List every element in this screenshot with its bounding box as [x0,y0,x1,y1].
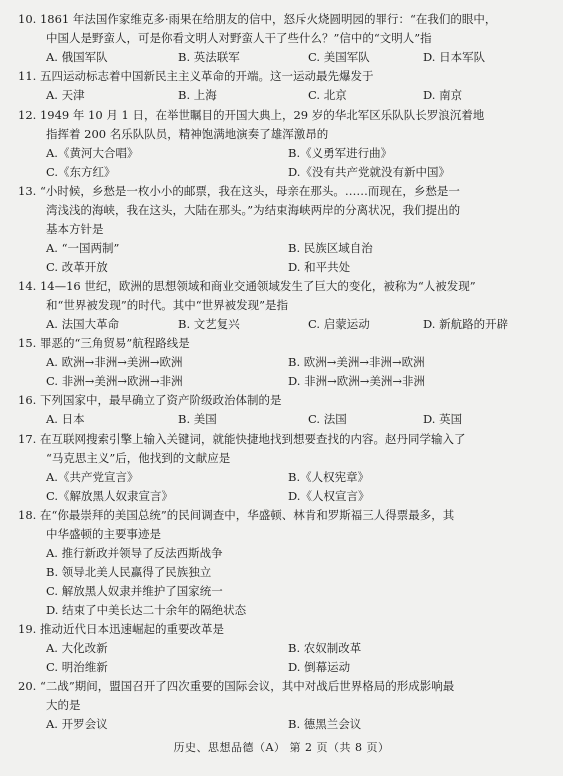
question-17 [18,430,550,506]
options-row [18,410,550,429]
option-a: A. 开罗会议 [46,717,108,731]
option-c: C.《东方红》 [46,165,116,179]
question-text: 19. 推动近代日本迅速崛起的重要改革是 [18,622,224,636]
option-d: D. 新航路的开辟 [423,317,509,331]
question-13 [18,182,550,277]
option-b: B. 美国 [178,412,217,426]
option-d: D. 南京 [423,88,463,102]
options-row [18,639,550,658]
question-text: 中国人是野蛮人，可是你看文明人对野蛮人干了些什么？”信中的“文明人”指 [46,31,432,45]
question-text: 16. 下列国家中，最早确立了资产阶级政治体制的是 [18,393,282,407]
question-text: 17. 在互联网搜索引擎上输入关键词，就能快捷地找到想要查找的内容。赵丹同学输入了 [18,432,466,446]
options-row [18,715,550,734]
option-c: C. 北京 [308,88,347,102]
question-text: “马克思主义”后，他找到的文献应是 [46,451,231,465]
option-d: D. 倒幕运动 [288,660,351,674]
option-c: C.《解放黑人奴隶宣言》 [46,489,174,503]
option-d: D. 日本军队 [423,50,486,64]
option-d: D. 非洲→欧洲→美洲→非洲 [288,374,426,388]
question-20 [18,677,550,734]
question-text: 大的是 [46,698,81,712]
option-d: D.《人权宣言》 [288,489,370,503]
option-b: B. 上海 [178,88,217,102]
option-a: A. 大化改新 [46,641,108,655]
question-text: 20. “二战”期间，盟国召开了四次重要的国际会议，其中对战后世界格局的形成影响最 [18,679,455,693]
option-b: B. 欧洲→美洲→非洲→欧洲 [288,355,425,369]
question-11 [18,67,550,105]
option-b: B. 领导北美人民赢得了民族独立 [46,565,212,579]
question-18 [18,506,550,620]
option-a: A. 欧洲→非洲→美洲→欧洲 [46,355,183,369]
question-text: 14. 14—16 世纪，欧洲的思想领域和商业交通领域发生了巨大的变化，被称为“人被发现” [18,279,476,293]
option-b: B.《义勇军进行曲》 [288,146,393,160]
question-text: 12. 1949 年 10 月 1 日，在举世瞩目的开国大典上，29 岁的华北军区乐队队长罗浪沉着地 [18,108,485,122]
question-15 [18,334,550,391]
options-row [18,372,550,391]
options-row [18,468,550,487]
question-text: 13. “小时候，乡愁是一枚小小的邮票，我在这头，母亲在那头。……而现在，乡愁是一 [18,184,460,198]
options-row [18,48,550,67]
option-b: B. 英法联军 [178,50,240,64]
option-a: A.《共产党宣言》 [46,470,139,484]
options-row [18,487,550,506]
option-a: A. 法国大革命 [46,317,120,331]
options-row [18,239,550,258]
question-10 [18,10,550,67]
option-c: C. 非洲→美洲→欧洲→非洲 [46,374,183,388]
question-12 [18,106,550,182]
option-d: D.《没有共产党就没有新中国》 [288,165,450,179]
option-b: B. 文艺复兴 [178,317,240,331]
question-text: 11. 五四运动标志着中国新民主主义革命的开端。这一运动最先爆发于 [18,69,374,83]
option-b: B. 德黑兰会议 [288,717,362,731]
question-text: 中华盛顿的主要事迹是 [46,527,161,541]
option-c: C. 法国 [308,412,347,426]
option-c: C. 明治维新 [46,660,108,674]
question-16 [18,391,550,429]
option-c: C. 改革开放 [46,260,108,274]
option-b: B.《人权宪章》 [288,470,370,484]
option-a: A. 俄国军队 [46,50,108,64]
option-a: A. 推行新政并领导了反法西斯战争 [46,546,223,560]
option-b: B. 民族区域自治 [288,241,373,255]
page-footer: 历史、思想品德（A） 第 2 页（共 8 页） [173,741,390,754]
question-text: 15. 罪恶的“三角贸易”航程路线是 [18,336,190,350]
option-c: C. 解放黑人奴隶并维护了国家统一 [46,584,223,598]
options-row [18,658,550,677]
option-b: B. 农奴制改革 [288,641,362,655]
option-d: D. 和平共处 [288,260,351,274]
option-d: D. 结束了中美长达二十余年的隔绝状态 [46,603,247,617]
option-a: A.《黄河大合唱》 [46,146,139,160]
question-19 [18,620,550,677]
question-text: 18. 在“你最崇拜的美国总统”的民间调查中，华盛顿、林肯和罗斯福三人得票最多，其 [18,508,455,522]
options-row [18,353,550,372]
question-text: 10. 1861 年法国作家维克多·雨果在给朋友的信中，怒斥火烧圆明园的罪行：“在我们的眼中， [18,12,497,26]
option-a: A. 日本 [46,412,85,426]
options-row [18,144,550,163]
options-row [18,163,550,182]
question-text: 指挥着 200 名乐队队员，精神饱满地演奏了雄浑激昂的 [46,127,329,141]
question-14 [18,277,550,334]
option-c: C. 启蒙运动 [308,317,370,331]
option-c: C. 美国军队 [308,50,370,64]
option-d: D. 英国 [423,412,463,426]
options-row [18,86,550,105]
question-text: 湾浅浅的海峡，我在这头，大陆在那头。”为结束海峡两岸的分离状况，我们提出的 [46,203,461,217]
options-row [18,315,550,334]
option-a: A. “一国两制” [46,241,120,255]
question-text: 基本方针是 [46,222,104,236]
option-a: A. 天津 [46,88,85,102]
options-row [18,258,550,277]
question-text: 和“世界被发现”的时代。其中“世界被发现”是指 [46,298,289,312]
